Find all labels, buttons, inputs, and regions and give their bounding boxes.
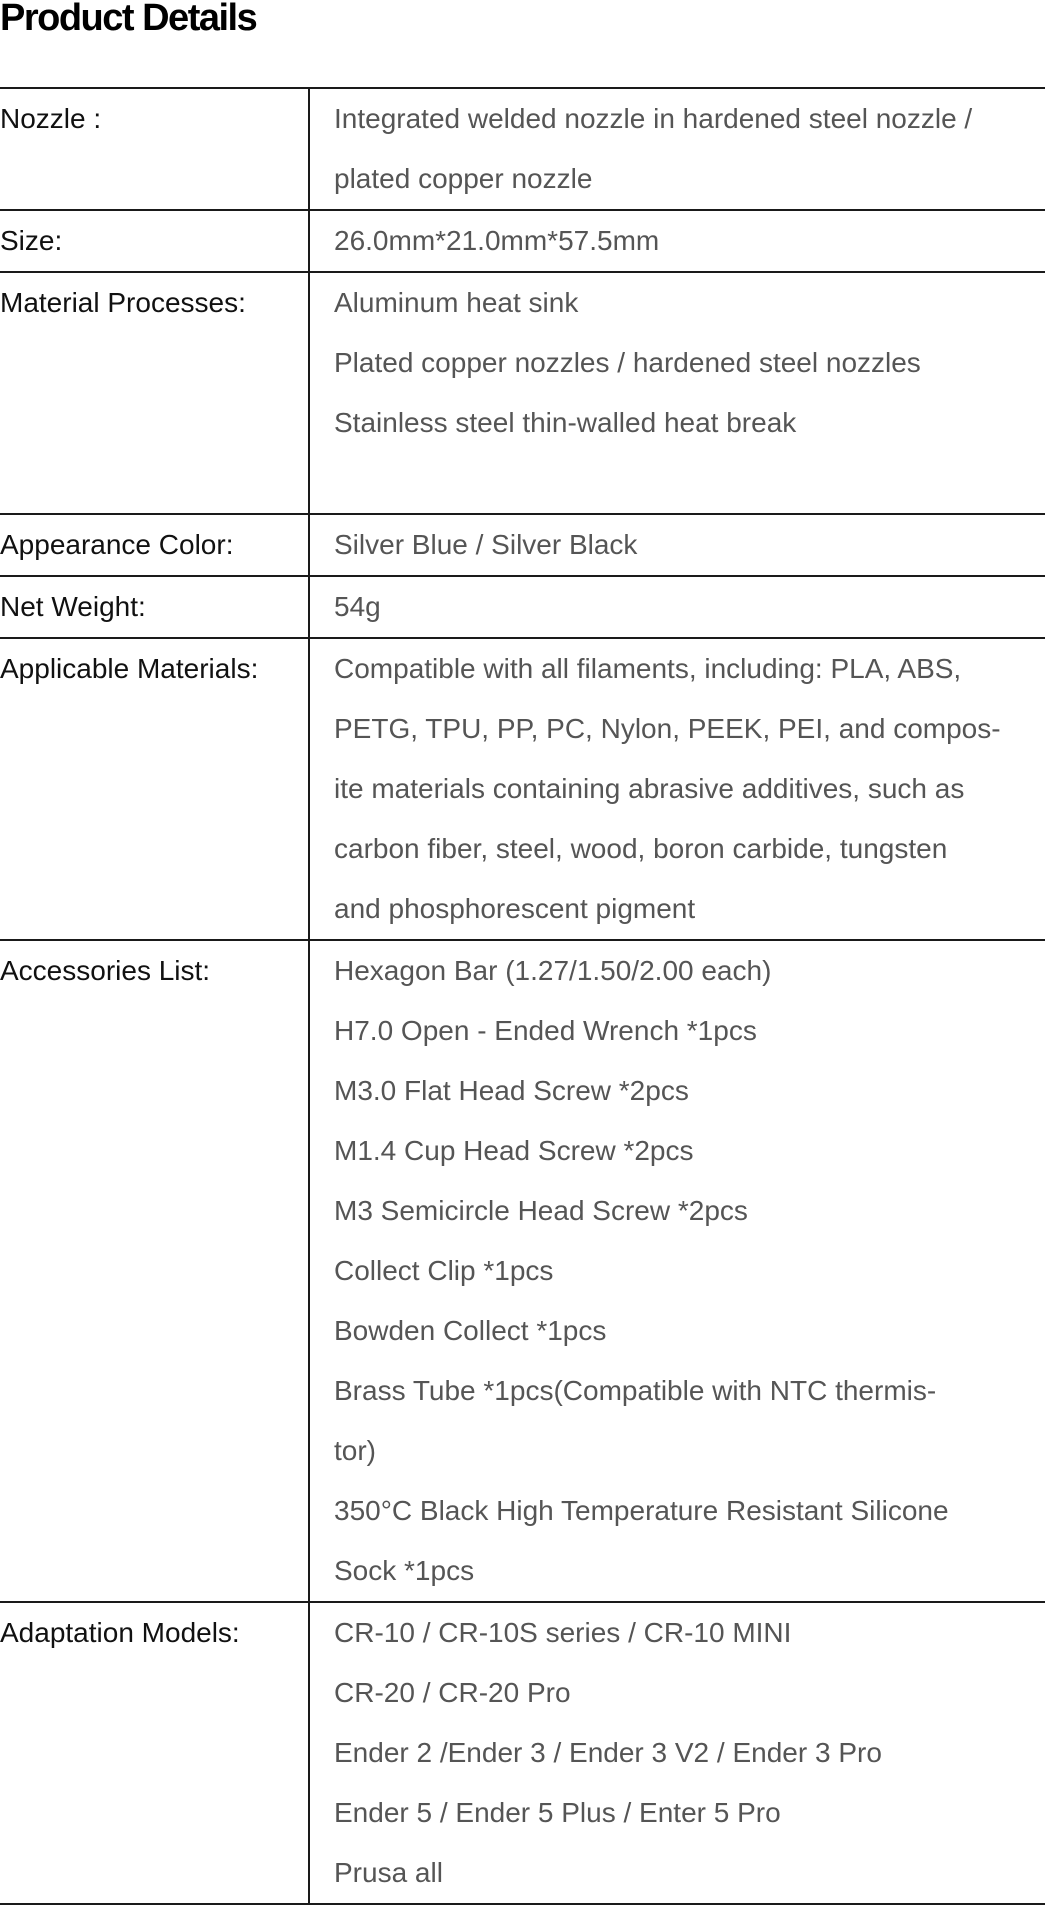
spec-line: Hexagon Bar (1.27/1.50/2.00 each) xyxy=(334,955,772,986)
spec-label-appearance-color: Appearance Color: xyxy=(0,515,310,575)
spec-line: Compatible with all filaments, including: PLA, ABS, xyxy=(334,653,962,684)
spec-line: carbon fiber, steel, wood, boron carbide, tungsten xyxy=(334,833,948,864)
spec-row-applicable-materials xyxy=(0,639,1045,941)
spec-line: Integrated welded nozzle in hardened steel nozzle / xyxy=(334,103,973,134)
spec-label-adaptation-models: Adaptation Models: xyxy=(0,1603,310,1903)
spec-line: Ender 5 / Ender 5 Plus / Enter 5 Pro xyxy=(334,1797,781,1828)
spec-row-adaptation-models xyxy=(0,1603,1045,1905)
spec-value-net-weight xyxy=(310,577,1045,637)
spec-row-size xyxy=(0,211,1045,273)
page-title: Product Details xyxy=(0,0,257,39)
spec-line: Stainless steel thin-walled heat break xyxy=(334,407,797,438)
spec-line: M1.4 Cup Head Screw *2pcs xyxy=(334,1135,694,1166)
spec-value-adaptation-models xyxy=(310,1603,1045,1903)
spec-label-nozzle: Nozzle : xyxy=(0,89,310,209)
spec-line: Aluminum heat sink xyxy=(334,287,579,318)
spec-value-size xyxy=(310,211,1045,271)
spec-value-material-processes xyxy=(310,273,1045,513)
spec-row-nozzle xyxy=(0,89,1045,211)
spec-line: Collect Clip *1pcs xyxy=(334,1255,554,1286)
spec-row-material-processes xyxy=(0,273,1045,515)
spec-line: Ender 2 /Ender 3 / Ender 3 V2 / Ender 3 Pro xyxy=(334,1737,882,1768)
spec-line-blank xyxy=(334,453,1045,513)
spec-value-applicable-materials xyxy=(310,639,1045,939)
spec-line: 26.0mm*21.0mm*57.5mm xyxy=(334,225,660,256)
spec-line: M3.0 Flat Head Screw *2pcs xyxy=(334,1075,689,1106)
spec-line: tor) xyxy=(334,1435,376,1466)
spec-line: M3 Semicircle Head Screw *2pcs xyxy=(334,1195,748,1226)
spec-table xyxy=(0,87,1045,1905)
spec-line: CR-20 / CR-20 Pro xyxy=(334,1677,571,1708)
spec-line: Prusa all xyxy=(334,1857,443,1888)
spec-line: Silver Blue / Silver Black xyxy=(334,529,638,560)
spec-line: CR-10 / CR-10S series / CR-10 MINI xyxy=(334,1617,792,1648)
spec-line: H7.0 Open - Ended Wrench *1pcs xyxy=(334,1015,757,1046)
spec-label-size: Size: xyxy=(0,211,310,271)
spec-label-net-weight: Net Weight: xyxy=(0,577,310,637)
spec-line: ite materials containing abrasive additives, such as xyxy=(334,773,965,804)
spec-row-appearance-color xyxy=(0,515,1045,577)
spec-row-accessories-list xyxy=(0,941,1045,1603)
spec-line: and phosphorescent pigment xyxy=(334,893,696,924)
spec-value-nozzle xyxy=(310,89,1045,209)
spec-value-accessories-list xyxy=(310,941,1045,1601)
spec-line: Brass Tube *1pcs(Compatible with NTC thermis- xyxy=(334,1375,937,1406)
spec-line: Plated copper nozzles / hardened steel nozzles xyxy=(334,347,921,378)
spec-line: plated copper nozzle xyxy=(334,163,593,194)
spec-label-material-processes: Material Processes: xyxy=(0,273,310,513)
spec-line: Bowden Collect *1pcs xyxy=(334,1315,607,1346)
spec-line: PETG, TPU, PP, PC, Nylon, PEEK, PEI, and compos- xyxy=(334,713,1001,744)
spec-value-appearance-color xyxy=(310,515,1045,575)
spec-label-applicable-materials: Applicable Materials: xyxy=(0,639,310,939)
spec-row-net-weight xyxy=(0,577,1045,639)
spec-label-accessories-list: Accessories List: xyxy=(0,941,310,1601)
spec-line: 54g xyxy=(334,591,381,622)
spec-line: 350°C Black High Temperature Resistant Silicone xyxy=(334,1495,949,1526)
spec-line: Sock *1pcs xyxy=(334,1555,475,1586)
